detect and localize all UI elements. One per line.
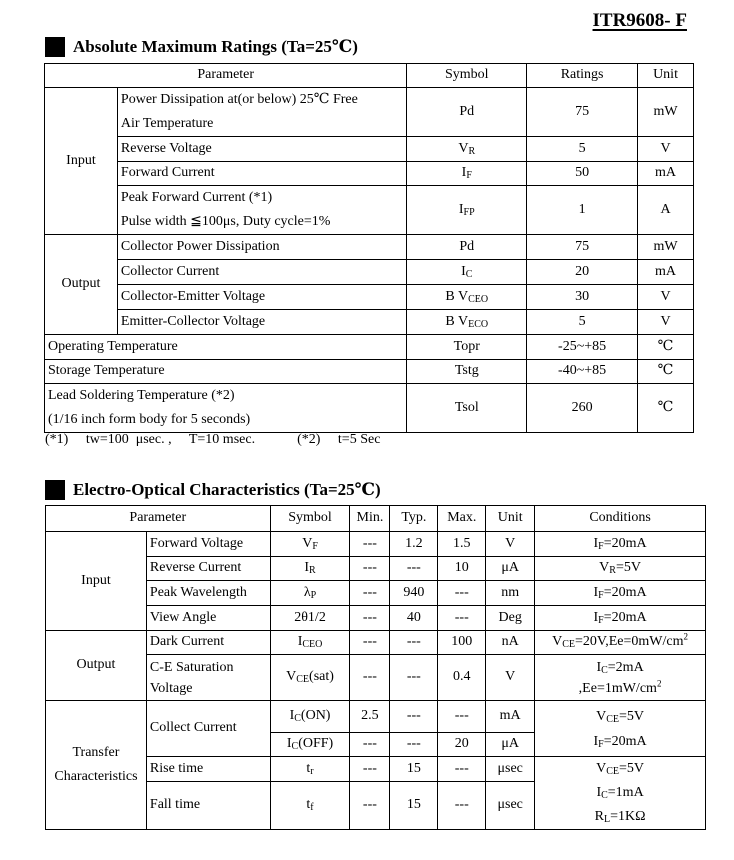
table-row bbox=[45, 137, 694, 162]
max-cell: 10 bbox=[438, 557, 486, 581]
table-row bbox=[46, 701, 706, 733]
section-title: Electro-Optical Characteristics (Ta=25℃) bbox=[73, 480, 381, 499]
symbol-cell: $I_{CEO}$ bbox=[270, 631, 350, 655]
param-cell: Storage Temperature bbox=[45, 360, 407, 384]
symbol-cell: $V_{CE}(sat)$ bbox=[270, 655, 350, 701]
table-row bbox=[45, 260, 694, 285]
min-cell: --- bbox=[350, 606, 390, 631]
conditions-cell: $V_{CE}=5V$ $I_C=1mA$ $R_L=1K\Omega$ bbox=[535, 757, 706, 830]
min-cell: --- bbox=[350, 733, 390, 757]
param-cell: Collector-Emitter Voltage bbox=[117, 285, 406, 310]
table-row bbox=[45, 384, 694, 433]
unit-cell: ℃ bbox=[638, 360, 694, 384]
black-square-bullet-icon bbox=[45, 37, 65, 57]
typ-cell: --- bbox=[390, 631, 438, 655]
param-cell: Operating Temperature bbox=[45, 335, 407, 360]
param-cell: Forward Voltage bbox=[146, 532, 270, 557]
section-heading-absolute-max bbox=[45, 37, 358, 57]
rating-cell: 20 bbox=[527, 260, 638, 285]
group-label-output: Output bbox=[45, 235, 118, 335]
table-row bbox=[45, 360, 694, 384]
unit-cell: V bbox=[638, 137, 694, 162]
max-cell: 100 bbox=[438, 631, 486, 655]
min-cell: --- bbox=[350, 757, 390, 782]
param-cell: Fall time bbox=[146, 782, 270, 830]
param-cell: Reverse Current bbox=[146, 557, 270, 581]
param-cell: Rise time bbox=[146, 757, 270, 782]
conditions-cell: $I_F=20mA$ bbox=[535, 581, 706, 606]
unit-cell: ℃ bbox=[638, 335, 694, 360]
min-cell: --- bbox=[350, 557, 390, 581]
param-line: Air Temperature bbox=[120, 116, 214, 131]
header-typ: Typ. bbox=[390, 506, 438, 532]
max-cell: 1.5 bbox=[438, 532, 486, 557]
electro-optical-table bbox=[45, 505, 706, 830]
param-cell bbox=[146, 655, 270, 701]
max-cell: --- bbox=[438, 701, 486, 733]
param-cell bbox=[117, 88, 406, 137]
rating-cell: 1 bbox=[527, 186, 638, 235]
unit-cell: μA bbox=[486, 733, 535, 757]
symbol-cell: B $V_{CEO}$ bbox=[407, 285, 527, 310]
symbol-cell: 2θ1/2 bbox=[270, 606, 350, 631]
min-cell: --- bbox=[350, 581, 390, 606]
param-cell: Collector Current bbox=[117, 260, 406, 285]
param-cell bbox=[45, 384, 407, 433]
param-line: Lead Soldering Temperature (*2) bbox=[48, 388, 235, 403]
rating-cell: 75 bbox=[527, 235, 638, 260]
rating-cell: -25~+85 bbox=[527, 335, 638, 360]
typ-cell: 15 bbox=[390, 782, 438, 830]
unit-cell: V bbox=[638, 285, 694, 310]
conditions-cell: $I_F=20mA$ bbox=[535, 532, 706, 557]
symbol-cell: $I_{FP}$ bbox=[407, 186, 527, 235]
symbol-cell: Tsol bbox=[407, 384, 527, 433]
symbol-cell: $I_C$ bbox=[407, 260, 527, 285]
unit-cell: Deg bbox=[486, 606, 535, 631]
rating-cell: 75 bbox=[527, 88, 638, 137]
conditions-cell: $V_{CE}=5V$ $I_F=20mA$ bbox=[535, 701, 706, 757]
typ-cell: --- bbox=[390, 701, 438, 733]
max-cell: --- bbox=[438, 606, 486, 631]
min-cell: 2.5 bbox=[350, 701, 390, 733]
min-cell: --- bbox=[350, 631, 390, 655]
symbol-cell: $I_C(ON)$ bbox=[270, 701, 350, 733]
note-2-label: (*2) bbox=[297, 432, 321, 447]
symbol-cell: $\lambda_P$ bbox=[270, 581, 350, 606]
typ-cell: 1.2 bbox=[390, 532, 438, 557]
min-cell: --- bbox=[350, 782, 390, 830]
table-row bbox=[45, 235, 694, 260]
rating-cell: -40~+85 bbox=[527, 360, 638, 384]
param-cell: Dark Current bbox=[146, 631, 270, 655]
unit-cell: mW bbox=[638, 88, 694, 137]
table-row bbox=[45, 162, 694, 186]
note-1-label: (*1) bbox=[45, 432, 69, 447]
typ-cell: 15 bbox=[390, 757, 438, 782]
symbol-cell: $V_F$ bbox=[270, 532, 350, 557]
param-line: (1/16 inch form body for 5 seconds) bbox=[48, 412, 251, 427]
table-header-row bbox=[45, 64, 694, 88]
max-cell: --- bbox=[438, 757, 486, 782]
rating-cell: 5 bbox=[527, 137, 638, 162]
conditions-cell: $V_R=5V$ bbox=[535, 557, 706, 581]
section-heading-electro-optical bbox=[45, 480, 381, 500]
param-line: Power Dissipation at(or below) 25℃ Free bbox=[120, 92, 358, 107]
typ-cell: --- bbox=[390, 733, 438, 757]
unit-cell: nm bbox=[486, 581, 535, 606]
section-title: Absolute Maximum Ratings (Ta=25℃) bbox=[73, 37, 358, 56]
table-row bbox=[45, 186, 694, 235]
symbol-cell: $V_R$ bbox=[407, 137, 527, 162]
part-number-title: ITR9608- F bbox=[592, 10, 687, 31]
rating-cell: 50 bbox=[527, 162, 638, 186]
group-label-output: Output bbox=[46, 631, 147, 701]
footnotes bbox=[45, 432, 380, 448]
header-ratings: Ratings bbox=[527, 64, 638, 88]
unit-cell: V bbox=[638, 310, 694, 335]
rating-cell: 5 bbox=[527, 310, 638, 335]
note-1-text: tw=100 μsec. , T=10 msec. bbox=[85, 432, 256, 447]
header-min: Min. bbox=[350, 506, 390, 532]
min-cell: --- bbox=[350, 655, 390, 701]
max-cell: --- bbox=[438, 581, 486, 606]
param-line: Pulse width ≦100μs, Duty cycle=1% bbox=[120, 214, 331, 229]
max-cell: 20 bbox=[438, 733, 486, 757]
unit-cell: A bbox=[638, 186, 694, 235]
rating-cell: 30 bbox=[527, 285, 638, 310]
conditions-cell: $V_{CE}=20V,Ee=0mW/cm^2$ bbox=[535, 631, 706, 655]
param-line: Peak Forward Current (*1) bbox=[120, 190, 273, 205]
param-cell: View Angle bbox=[146, 606, 270, 631]
param-cell: Emitter-Collector Voltage bbox=[117, 310, 406, 335]
param-line: Voltage bbox=[149, 680, 193, 696]
symbol-cell: Pd bbox=[407, 235, 527, 260]
black-square-bullet-icon bbox=[45, 480, 65, 500]
note-2-text: t=5 Sec bbox=[337, 432, 381, 447]
table-row bbox=[45, 310, 694, 335]
header-symbol: Symbol bbox=[407, 64, 527, 88]
unit-cell: V bbox=[486, 655, 535, 701]
param-cell: Peak Wavelength bbox=[146, 581, 270, 606]
symbol-cell: Pd bbox=[407, 88, 527, 137]
header-unit: Unit bbox=[638, 64, 694, 88]
unit-cell: mW bbox=[638, 235, 694, 260]
unit-cell: nA bbox=[486, 631, 535, 655]
header-parameter: Parameter bbox=[46, 506, 271, 532]
symbol-cell: $I_C(OFF)$ bbox=[270, 733, 350, 757]
unit-cell: μA bbox=[486, 557, 535, 581]
group-label-input: Input bbox=[45, 88, 118, 235]
max-cell: --- bbox=[438, 782, 486, 830]
typ-cell: 940 bbox=[390, 581, 438, 606]
param-cell: Collector Power Dissipation bbox=[117, 235, 406, 260]
symbol-cell: Tstg bbox=[407, 360, 527, 384]
unit-cell: mA bbox=[638, 260, 694, 285]
header-unit: Unit bbox=[486, 506, 535, 532]
table-row bbox=[46, 631, 706, 655]
symbol-cell: Topr bbox=[407, 335, 527, 360]
symbol-cell: $I_F$ bbox=[407, 162, 527, 186]
unit-cell: mA bbox=[638, 162, 694, 186]
unit-cell: μsec bbox=[486, 757, 535, 782]
param-cell: Forward Current bbox=[117, 162, 406, 186]
typ-cell: --- bbox=[390, 557, 438, 581]
table-row bbox=[45, 335, 694, 360]
header-parameter: Parameter bbox=[45, 64, 407, 88]
conditions-cell: $I_C=2mA$ $,Ee=1mW/cm^2$ bbox=[535, 655, 706, 701]
max-cell: 0.4 bbox=[438, 655, 486, 701]
unit-cell: μsec bbox=[486, 782, 535, 830]
symbol-cell: B $V_{ECO}$ bbox=[407, 310, 527, 335]
table-row bbox=[45, 88, 694, 137]
param-cell bbox=[117, 186, 406, 235]
param-cell: Collect Current bbox=[146, 701, 270, 757]
header-symbol: Symbol bbox=[270, 506, 350, 532]
unit-cell: mA bbox=[486, 701, 535, 733]
table-row bbox=[45, 285, 694, 310]
unit-cell: V bbox=[486, 532, 535, 557]
header-conditions: Conditions bbox=[535, 506, 706, 532]
symbol-cell: $t_r$ bbox=[270, 757, 350, 782]
symbol-cell: $t_f$ bbox=[270, 782, 350, 830]
min-cell: --- bbox=[350, 532, 390, 557]
table-row bbox=[46, 532, 706, 557]
table-header-row bbox=[46, 506, 706, 532]
rating-cell: 260 bbox=[527, 384, 638, 433]
unit-cell: ℃ bbox=[638, 384, 694, 433]
group-label-input: Input bbox=[46, 532, 147, 631]
param-cell: Reverse Voltage bbox=[117, 137, 406, 162]
param-line: C-E Saturation bbox=[149, 659, 234, 675]
header-max: Max. bbox=[438, 506, 486, 532]
typ-cell: --- bbox=[390, 655, 438, 701]
conditions-cell: $I_F=20mA$ bbox=[535, 606, 706, 631]
symbol-cell: $I_R$ bbox=[270, 557, 350, 581]
absolute-max-ratings-table bbox=[44, 63, 694, 433]
typ-cell: 40 bbox=[390, 606, 438, 631]
group-label-transfer: Transfer Characteristics bbox=[46, 701, 147, 830]
